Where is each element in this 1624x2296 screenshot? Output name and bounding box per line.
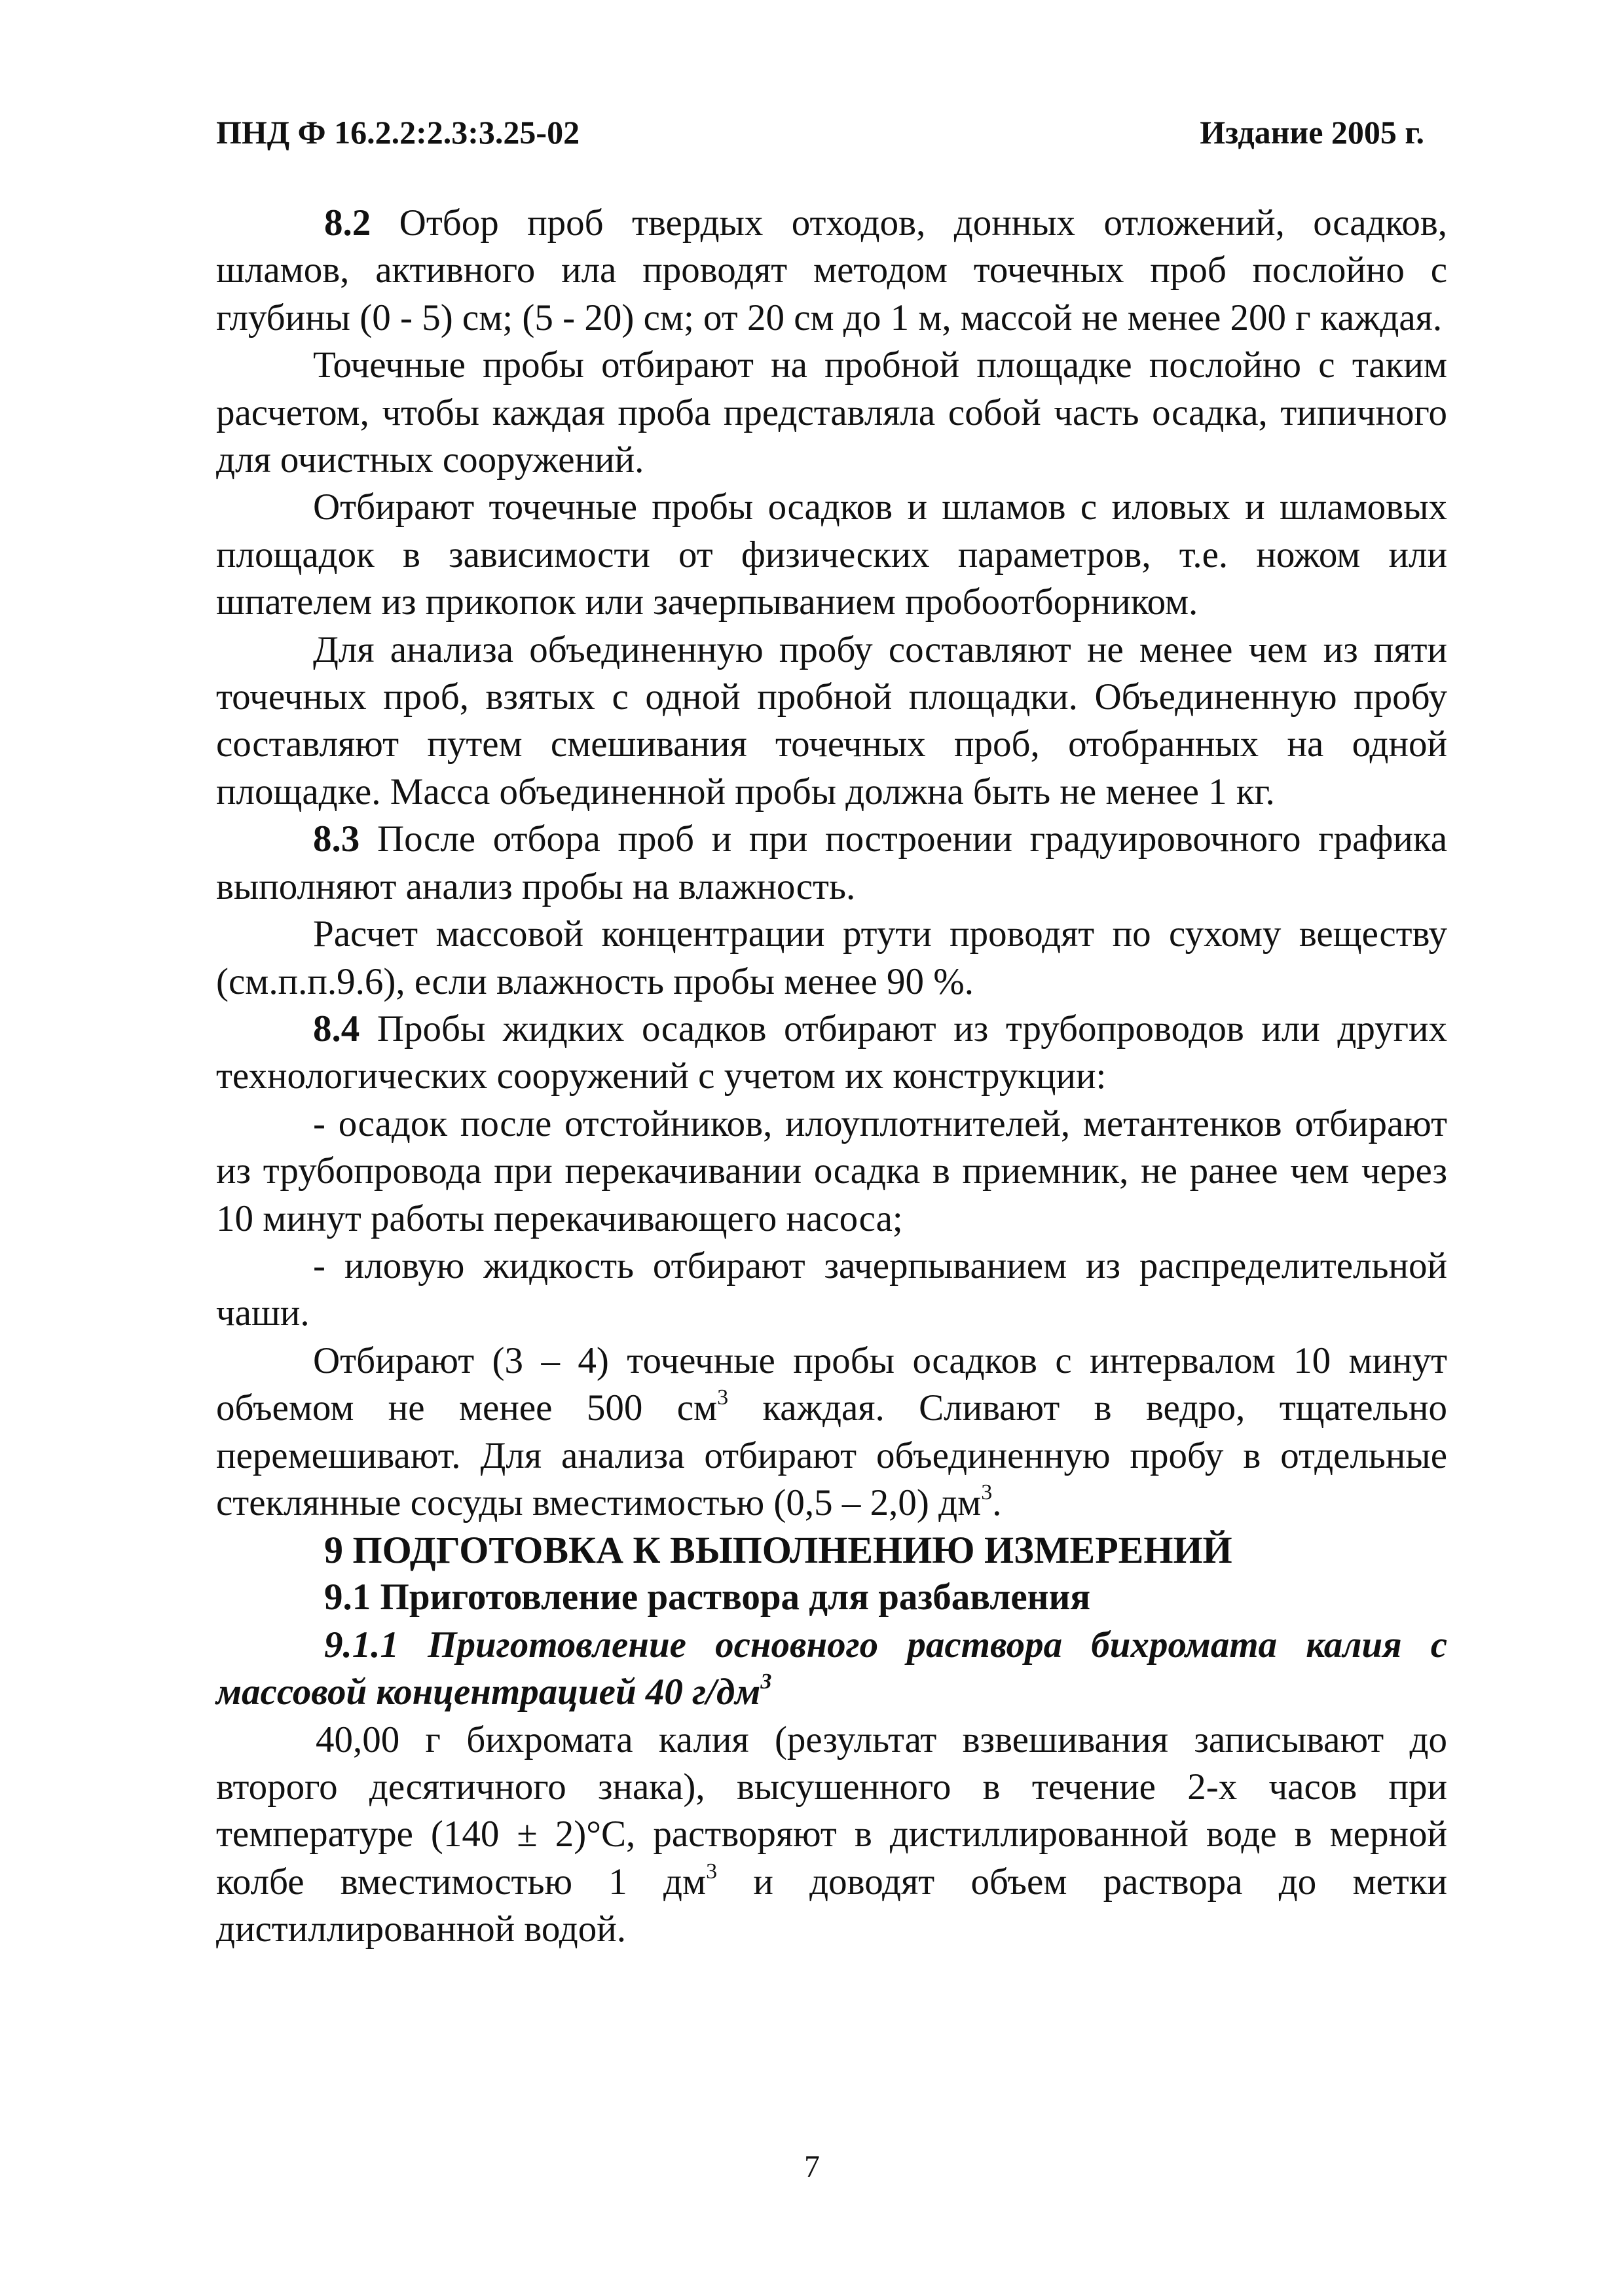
superscript: 3 <box>717 1385 729 1410</box>
clause-number-8-3: 8.3 <box>313 818 360 860</box>
subsection-title-9-1: 9.1 Приготовление раствора для разбавления <box>324 1576 1091 1618</box>
paragraph-text: Отбирают (3 – 4) точечные пробы осадков с интервалом 10 минут объемом не менее 500 см <box>216 1339 1447 1429</box>
paragraph-combined-sample: Для анализа объединенную пробу составляют не менее чем из пяти точечных проб, взятых с одной пробной площадки. Объединенную пробу составляют путем смешивания точечных проб, отобранных на одной площадке. Масса объединенной пробы должна быть не менее 1 кг. <box>216 629 1447 812</box>
paragraph-text: 40,00 г бихромата калия (результат взвешивания записывают до второго десятичного знака), высушенного в течение 2-х часов при температуре (140 ± 2)°С, растворяют в дистиллированной воде в мерной колбе вместимостью 1 дм <box>216 1719 1447 1903</box>
paragraph-dichromate-prep <box>216 1717 1447 1954</box>
superscript: 3 <box>981 1480 993 1504</box>
paragraph-sampling-method: Отбирают точечные пробы осадков и шламов с иловых и шламовых площадок в зависимости от физических параметров, т.е. ножом или шпателем из прикопок или зачерпыванием пробоотборником. <box>216 486 1447 623</box>
paragraph-8-2-intro <box>216 200 1447 342</box>
paragraph-text: каждая. Сливают в ведро, тщательно перемешивают. Для анализа отбирают объединенную пробу в отдельные стеклянные сосуды вместимостью (0,5 – 2,0) дм <box>216 1387 1447 1523</box>
superscript: 3 <box>706 1859 718 1884</box>
paragraph-point-samples: Точечные пробы отбирают на пробной площадке послойно с таким расчетом, чтобы каждая проба представляла собой часть осадка, типичного для очистных сооружений. <box>216 344 1447 481</box>
list-item-sludge-liquid: - иловую жидкость отбирают зачерпыванием из распределительной чаши. <box>216 1245 1447 1334</box>
section-title-9: 9 ПОДГОТОВКА К ВЫПОЛНЕНИЮ ИЗМЕРЕНИЙ <box>324 1529 1232 1572</box>
paragraph-dry-matter: Расчет массовой концентрации ртути проводят по сухому веществу (см.п.п.9.6), если влажность пробы менее 90 %. <box>216 913 1447 1002</box>
paragraph-text: После отбора проб и при построении градуировочного графика выполняют анализ пробы на влажность. <box>216 818 1447 907</box>
list-item-sediment: - осадок после отстойников, илоуплотнителей, метантенков отбирают из трубопровода при перекачивании осадка в приемник, не ранее чем через 10 минут работы перекачивающего насоса; <box>216 1102 1447 1239</box>
subsection-text: 9.1.1 Приготовление основного раствора бихромата калия с массовой концентрацией 40 г/дм <box>216 1624 1447 1713</box>
paragraph-8-4-intro <box>216 1006 1447 1101</box>
paragraph-text: Отбор проб твердых отходов, донных отложений, осадков, шламов, активного ила проводят методом точечных проб послойно с глубины (0 - 5) см; (5 - 20) см; от 20 см до 1 м, массой не менее 200 г каждая. <box>216 202 1447 338</box>
paragraph-8-3-intro <box>216 816 1447 911</box>
paragraph-text: Пробы жидких осадков отбирают из трубопроводов или других технологических сооружений с учетом их конструкции: <box>216 1008 1447 1097</box>
paragraph-text: и доводят объем раствора до метки дистиллированной водой. <box>216 1861 1447 1950</box>
subsection-title-9-1-1 <box>216 1622 1447 1717</box>
paragraph-text: . <box>992 1482 1002 1523</box>
page-number: 7 <box>804 2149 820 2184</box>
document-body <box>216 200 1447 1954</box>
edition-label: Издание 2005 г. <box>1200 114 1424 151</box>
clause-number-8-4: 8.4 <box>313 1008 360 1049</box>
document-code: ПНД Ф 16.2.2:2.3:3.25-02 <box>216 114 580 151</box>
clause-number-8-2: 8.2 <box>324 202 371 244</box>
superscript: 3 <box>760 1669 772 1694</box>
paragraph-sampling-volume <box>216 1338 1447 1527</box>
